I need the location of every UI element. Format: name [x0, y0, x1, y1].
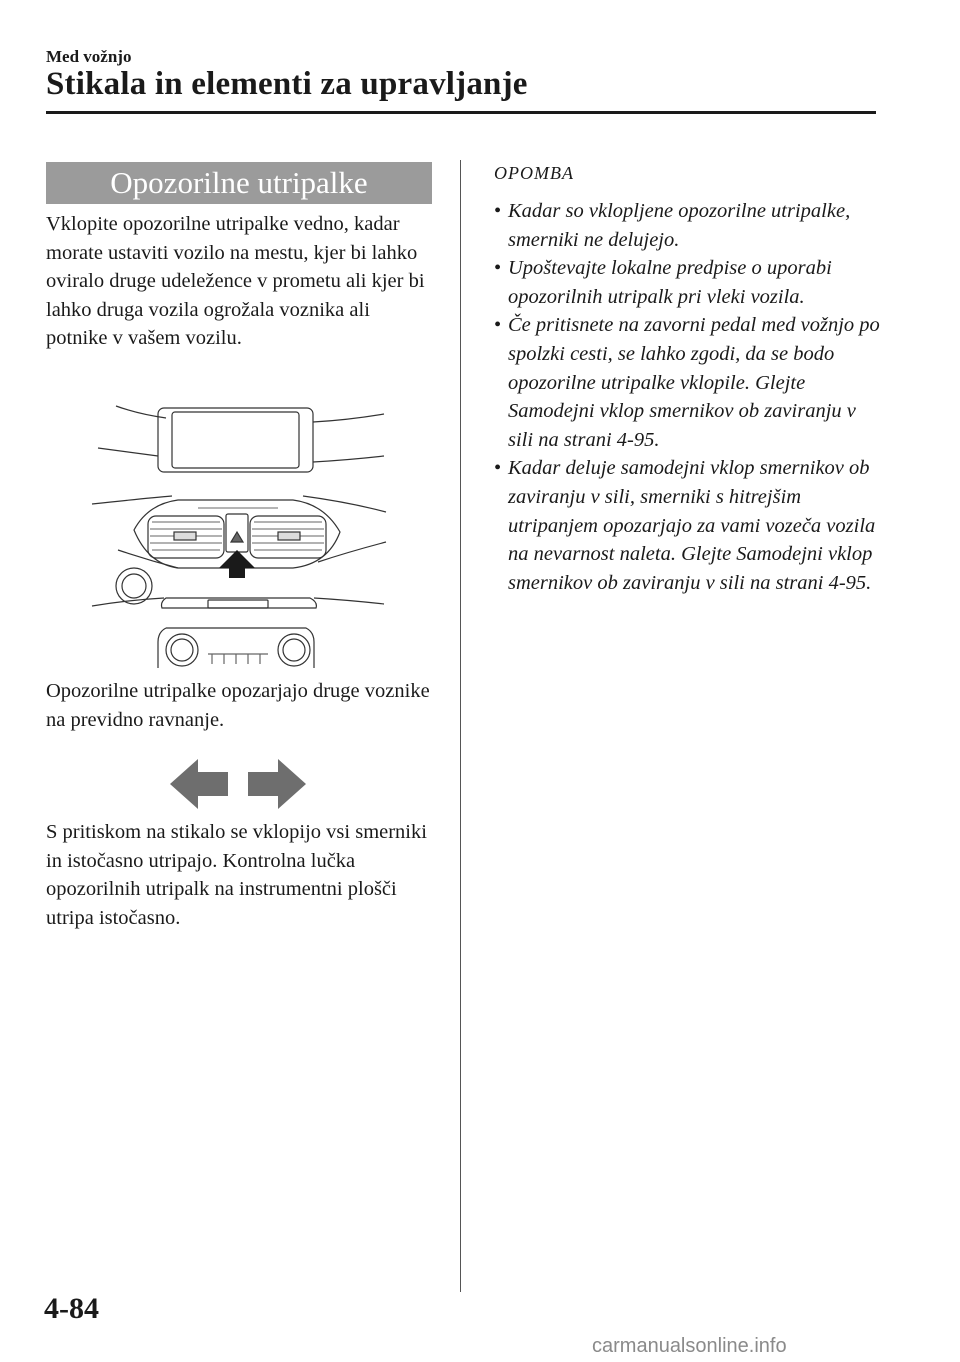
note-item: • Če pritisnete na zavorni pedal med vožnjo po spolzki cesti, se lahko zgodi, da se bodo opozorilne utripalke vklopile. Glejte Samodejni vklop smernikov ob zaviranju v sili na strani 4-95. [494, 314, 880, 451]
note-item: • Kadar so vklopljene opozorilne utripalke, smerniki ne delujejo. [494, 200, 851, 251]
warning-paragraph: Opozorilne utripalke opozarjajo druge voznike na previdno ravnanje. [46, 680, 430, 731]
column-divider [460, 160, 461, 1292]
watermark: carmanualsonline.info [592, 1335, 787, 1357]
intro-paragraph: Vklopite opozorilne utripalke vedno, kadar morate ustaviti vozilo na mestu, kjer bi lahko oviralo druge udeležence v prometu ali kjer bi lahko druga vozila ogrožala voznika ali potnike v vašem vozilu. [46, 213, 425, 350]
turn-signal-arrows-icon [168, 757, 308, 811]
header-rule [46, 111, 876, 114]
note-heading: OPOMBA [494, 163, 574, 183]
section-banner: Opozorilne utripalke [46, 162, 432, 204]
operation-paragraph: S pritiskom na stikalo se vklopijo vsi smerniki in istočasno utripajo. Kontrolna lučka opozorilnih utripalk na instrumentni plošči utripa istočasno. [46, 821, 427, 929]
page-title: Stikala in elementi za upravljanje [46, 66, 528, 102]
pointer-arrow-icon [219, 550, 255, 578]
note-item: • Upoštevajte lokalne predpise o uporabi opozorilnih utripalk pri vleki vozila. [494, 257, 832, 308]
note-list [494, 197, 884, 597]
dashboard-illustration [88, 392, 390, 668]
page-number: 4-84 [44, 1292, 99, 1325]
note-item: • Kadar deluje samodejni vklop smernikov ob zaviranju v sili, smerniki s hitrejšim utripanjem opozarjajo za vami vozeča vozila na nevarnost naleta. Glejte Samodejni vklop smernikov ob zaviranju v sili na strani 4-95. [494, 457, 876, 594]
section-label: Med vožnjo [46, 47, 132, 66]
